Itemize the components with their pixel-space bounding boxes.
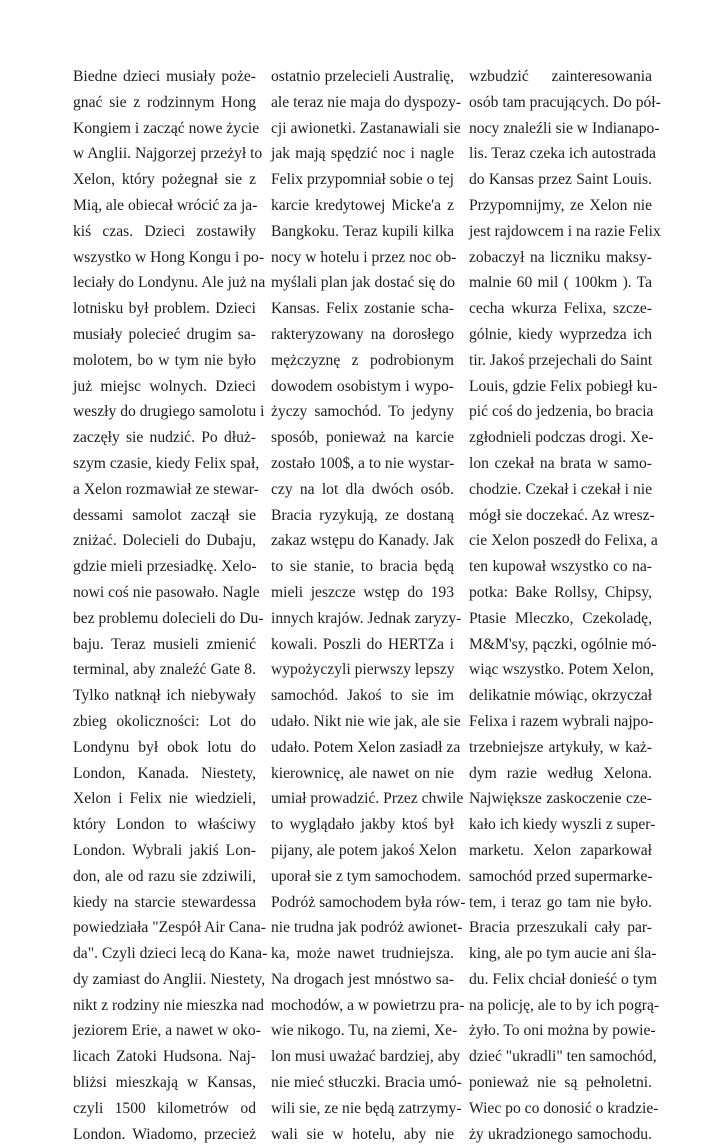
text-line: pijany, ale potem jakoś Xelon [271,841,457,859]
text-line: gólnie, kiedy wyprzedza ich [469,325,652,343]
text-line: zobaczył na liczniku maksy- [469,248,652,266]
text-line: dzieć "ukradli" ten samochód, [469,1048,657,1066]
text-line: który London to właściwy [73,816,256,834]
text-line: do Kansas przez Saint Louis. [469,171,652,189]
text-line: cecha wkurza Felixa, szcze- [469,300,652,318]
text-line: Kansas. Felix zostanie scha- [271,300,454,318]
text-line: jeziorem Erie, a nawet w oko- [73,1022,261,1040]
text-line: jak mają spędzić noc i nagle [271,145,454,163]
text-line: kowali. Poszli do HERTZa i [271,635,454,653]
text-line: lon musi uważać bardziej, aby [271,1048,461,1066]
text-line: nikt z rodziny nie mieszka nad [73,996,264,1014]
text-line: dym razie według Xelona. [469,764,652,782]
text-line: dowodem osobistym i wypo- [271,377,454,395]
text-line: mochodów, a w powietrzu pra- [271,996,465,1014]
text-line: szym czasie, kiedy Felix spał, [73,454,260,472]
text-line: kiedy na starcie stewardessa [73,893,256,911]
text-line: żyło. To oni można by powie- [469,1022,656,1040]
text-line: Louis, gdzie Felix pobiegł ku- [469,377,658,395]
text-line: nocy w hotelu i przez noc ob- [271,248,457,266]
text-line: zniżać. Dolecieli do Dubaju, [73,532,256,550]
text-line: Bracia przeszukali cały par- [469,919,652,937]
text-line: Kongiem i zacząć nowe życie [73,119,260,137]
text-line: licach Zatoki Hudsona. Naj- [73,1048,256,1066]
text-line: Na drogach jest mnóstwo sa- [271,970,454,988]
text-line: lis. Teraz czeka ich autostrada [469,145,656,163]
text-line: ten kupował wszystko co na- [469,558,652,576]
text-line: Londynu był obok lotu do [73,738,256,756]
text-line: w Anglii. Najgorzej przeżył to [73,145,263,163]
text-line: lotnisku był problem. Dzieci [73,300,256,318]
text-line: tem, i teraz go tam nie było. [469,893,652,911]
text-line: nie mieć stłuczki. Bracia umó- [271,1074,462,1092]
text-line: Przypomnijmy, ze Xelon nie [469,196,652,214]
text-line: baju. Teraz musieli zmienić [73,635,256,653]
text-line: Wiec po co donosić o kradzie- [469,1099,659,1117]
text-line: musiały polecieć drugim sa- [73,325,256,343]
text-line: London, Kanada. Niestety, [73,764,256,782]
text-line: Biedne dzieci musiały poże- [73,68,256,85]
text-line: Tylko natknął ich niebywały [73,687,256,705]
text-line: to sie stanie, to bracia będą [271,558,454,576]
text-line: myślali plan jak dostać się do [271,274,456,292]
text-line: uporał sie z tym samochodem. [271,867,462,885]
text-line: London. Wiadomo, przecież [73,1125,256,1143]
text-line: na policję, ale to by ich pogrą- [469,996,660,1014]
text-line: leciały do Londynu. Ale już na [73,274,266,292]
text-line: zgłodnieli podczas drogi. Xe- [469,429,654,447]
text-line: terminal, aby znaleźć Gate 8. [73,661,256,679]
text-line: Ptasie Mleczko, Czekoladę, [469,609,652,627]
text-line: malnie 60 mil ( 100km ). Ta [469,274,652,292]
text-line: karcie kredytowej Micke'a z [271,196,454,214]
text-line: Największe zaskoczenie cze- [469,790,652,808]
text-line: kiś czas. Dzieci zostawiły [73,222,256,240]
text-line: tir. Jakoś przejechali do Saint [469,351,653,369]
text-line: marketu. Xelon zaparkował [469,841,652,859]
text-line: wiąc wszystko. Potem Xelon, [469,661,654,679]
text-line: molotem, bo w tym nie było [73,351,256,369]
text-line: ponieważ nie są pełnoletni. [469,1074,652,1092]
text-line: innych krajów. Jednak zaryzy- [271,609,462,627]
text-line: Felix przypomniał sobie o tej [271,171,454,189]
text-line: don, ale od razu sie zdziwili, [73,867,256,885]
text-line: gdzie mieli przesiadkę. Xelo- [73,558,257,576]
text-line: zbieg okoliczności: Lot do [73,712,256,730]
text-line: udało. Potem Xelon zasiadł za [271,738,461,756]
text-line: ży ukradzionego samochodu. [469,1125,652,1143]
text-line: osób tam pracujących. Do pół- [469,93,661,111]
text-line: da". Czyli dzieci lecą do Kana- [73,945,268,963]
text-line: London. Wybrali jakiś Lon- [73,841,256,859]
text-line: weszły do drugiego samolotu i [73,403,265,421]
text-line: chodzie. Czekał i czekał i nie [469,480,652,498]
text-line: potka: Bake Rollsy, Chipsy, [469,583,652,601]
text-line: kierownicę, ale nawet on nie [271,764,454,782]
text-line: cie Xelon poszedł do Felixa, a [469,532,658,550]
text-line: zakaz wstępu do Kanady. Jak [271,532,455,550]
text-line: mógł sie doczekać. Az wresz- [469,506,655,524]
text-line: sposób, ponieważ na karcie [271,429,454,447]
text-line: zostało 100$, a to nie wystar- [271,454,455,472]
text-line: king, ale po tym aucie ani śla- [469,945,657,963]
text-line: cji awionetki. Zastanawiali sie [271,119,461,137]
text-line: du. Felix chciał donieść o tym [469,970,657,988]
text-line: Xelon, który pożegnał sie z [73,171,256,189]
text-line: dy zamiast do Anglii. Niestety, [73,970,266,988]
text-line: zaczęły sie nudzić. Po dłuż- [73,429,256,447]
text-line: czyli 1500 kilometrów od [73,1099,256,1117]
text-column-3 [469,64,661,1147]
text-line: nowi coś nie pasowało. Nagle [73,583,260,601]
text-line: kało ich kiedy wyszli z super- [469,816,656,834]
text-line: czy na lot dla dwóch osób. [271,480,454,498]
text-line: samochód. Jakoś to sie im [271,687,454,705]
text-line: wzbudzić zainteresowania [469,68,652,85]
text-column-2 [271,64,466,1147]
text-line: jest rajdowcem i na razie Felix [469,222,661,240]
text-line: Podróż samochodem była rów- [271,893,466,911]
text-line: nie trudna jak podróż awionet- [271,919,463,937]
text-line: mężczyznę z podrobionym [271,351,454,369]
text-line: ka, może nawet trudniejsza. [271,945,454,963]
text-line: Mią, ale obiecał wrócić za ja- [73,196,258,214]
text-line: lon czekał na brata w samo- [469,454,652,472]
text-line: mieli jeszcze wstęp do 193 [271,583,454,601]
text-line: pić coś do jedzenia, bo bracia [469,403,654,421]
text-line: gnać sie z rodzinnym Hong [73,93,256,111]
text-line: wie nikogo. Tu, na ziemi, Xe- [271,1022,458,1040]
text-line: nocy znaleźli sie w Indianapo- [469,119,660,137]
text-line: Bangkoku. Teraz kupili kilka [271,222,454,240]
text-line: a Xelon rozmawiał ze stewar- [73,480,259,498]
text-line: delikatnie mówiąc, okrzyczał [469,687,653,705]
text-line: trzebniejsze artykuły, w każ- [469,738,652,756]
text-line: udało. Nikt nie wie jak, ale sie [271,712,461,730]
text-line: wali sie w hotelu, aby nie [271,1125,454,1143]
text-line: ostatnio przelecieli Australię, [271,68,454,85]
text-line: bez problemu dolecieli do Du- [73,609,264,627]
text-line: wypożyczyli pierwszy lepszy [271,661,455,679]
text-line: rakteryzowany na dorosłego [271,325,454,343]
text-column-1 [73,64,268,1147]
text-line: wili sie, ze nie będą zatrzymy- [271,1099,462,1117]
text-line: powiedziała "Zespół Air Cana- [73,919,266,937]
text-line: ale teraz nie maja do dyspozy- [271,93,462,111]
text-line: Felixa i razem wybrali najpo- [469,712,654,730]
text-line: życzy samochód. To jedyny [271,403,454,421]
text-line: samochód przed supermarke- [469,867,653,885]
text-line: bliżsi mieszkają w Kansas, [73,1074,256,1092]
text-line: umiał prowadzić. Przez chwile [271,790,464,808]
text-line: Xelon i Felix nie wiedzieli, [73,790,256,808]
text-line: to wyglądało jakby ktoś był [271,816,454,834]
text-line: M&M'sy, pączki, ogólnie mó- [469,635,657,653]
text-line: Bracia ryzykują, ze dostaną [271,506,454,524]
text-line: już miejsc wolnych. Dzieci [73,377,256,395]
text-line: wszystko w Hong Kongu i po- [73,248,265,266]
text-line: dessami samolot zaczął sie [73,506,256,524]
